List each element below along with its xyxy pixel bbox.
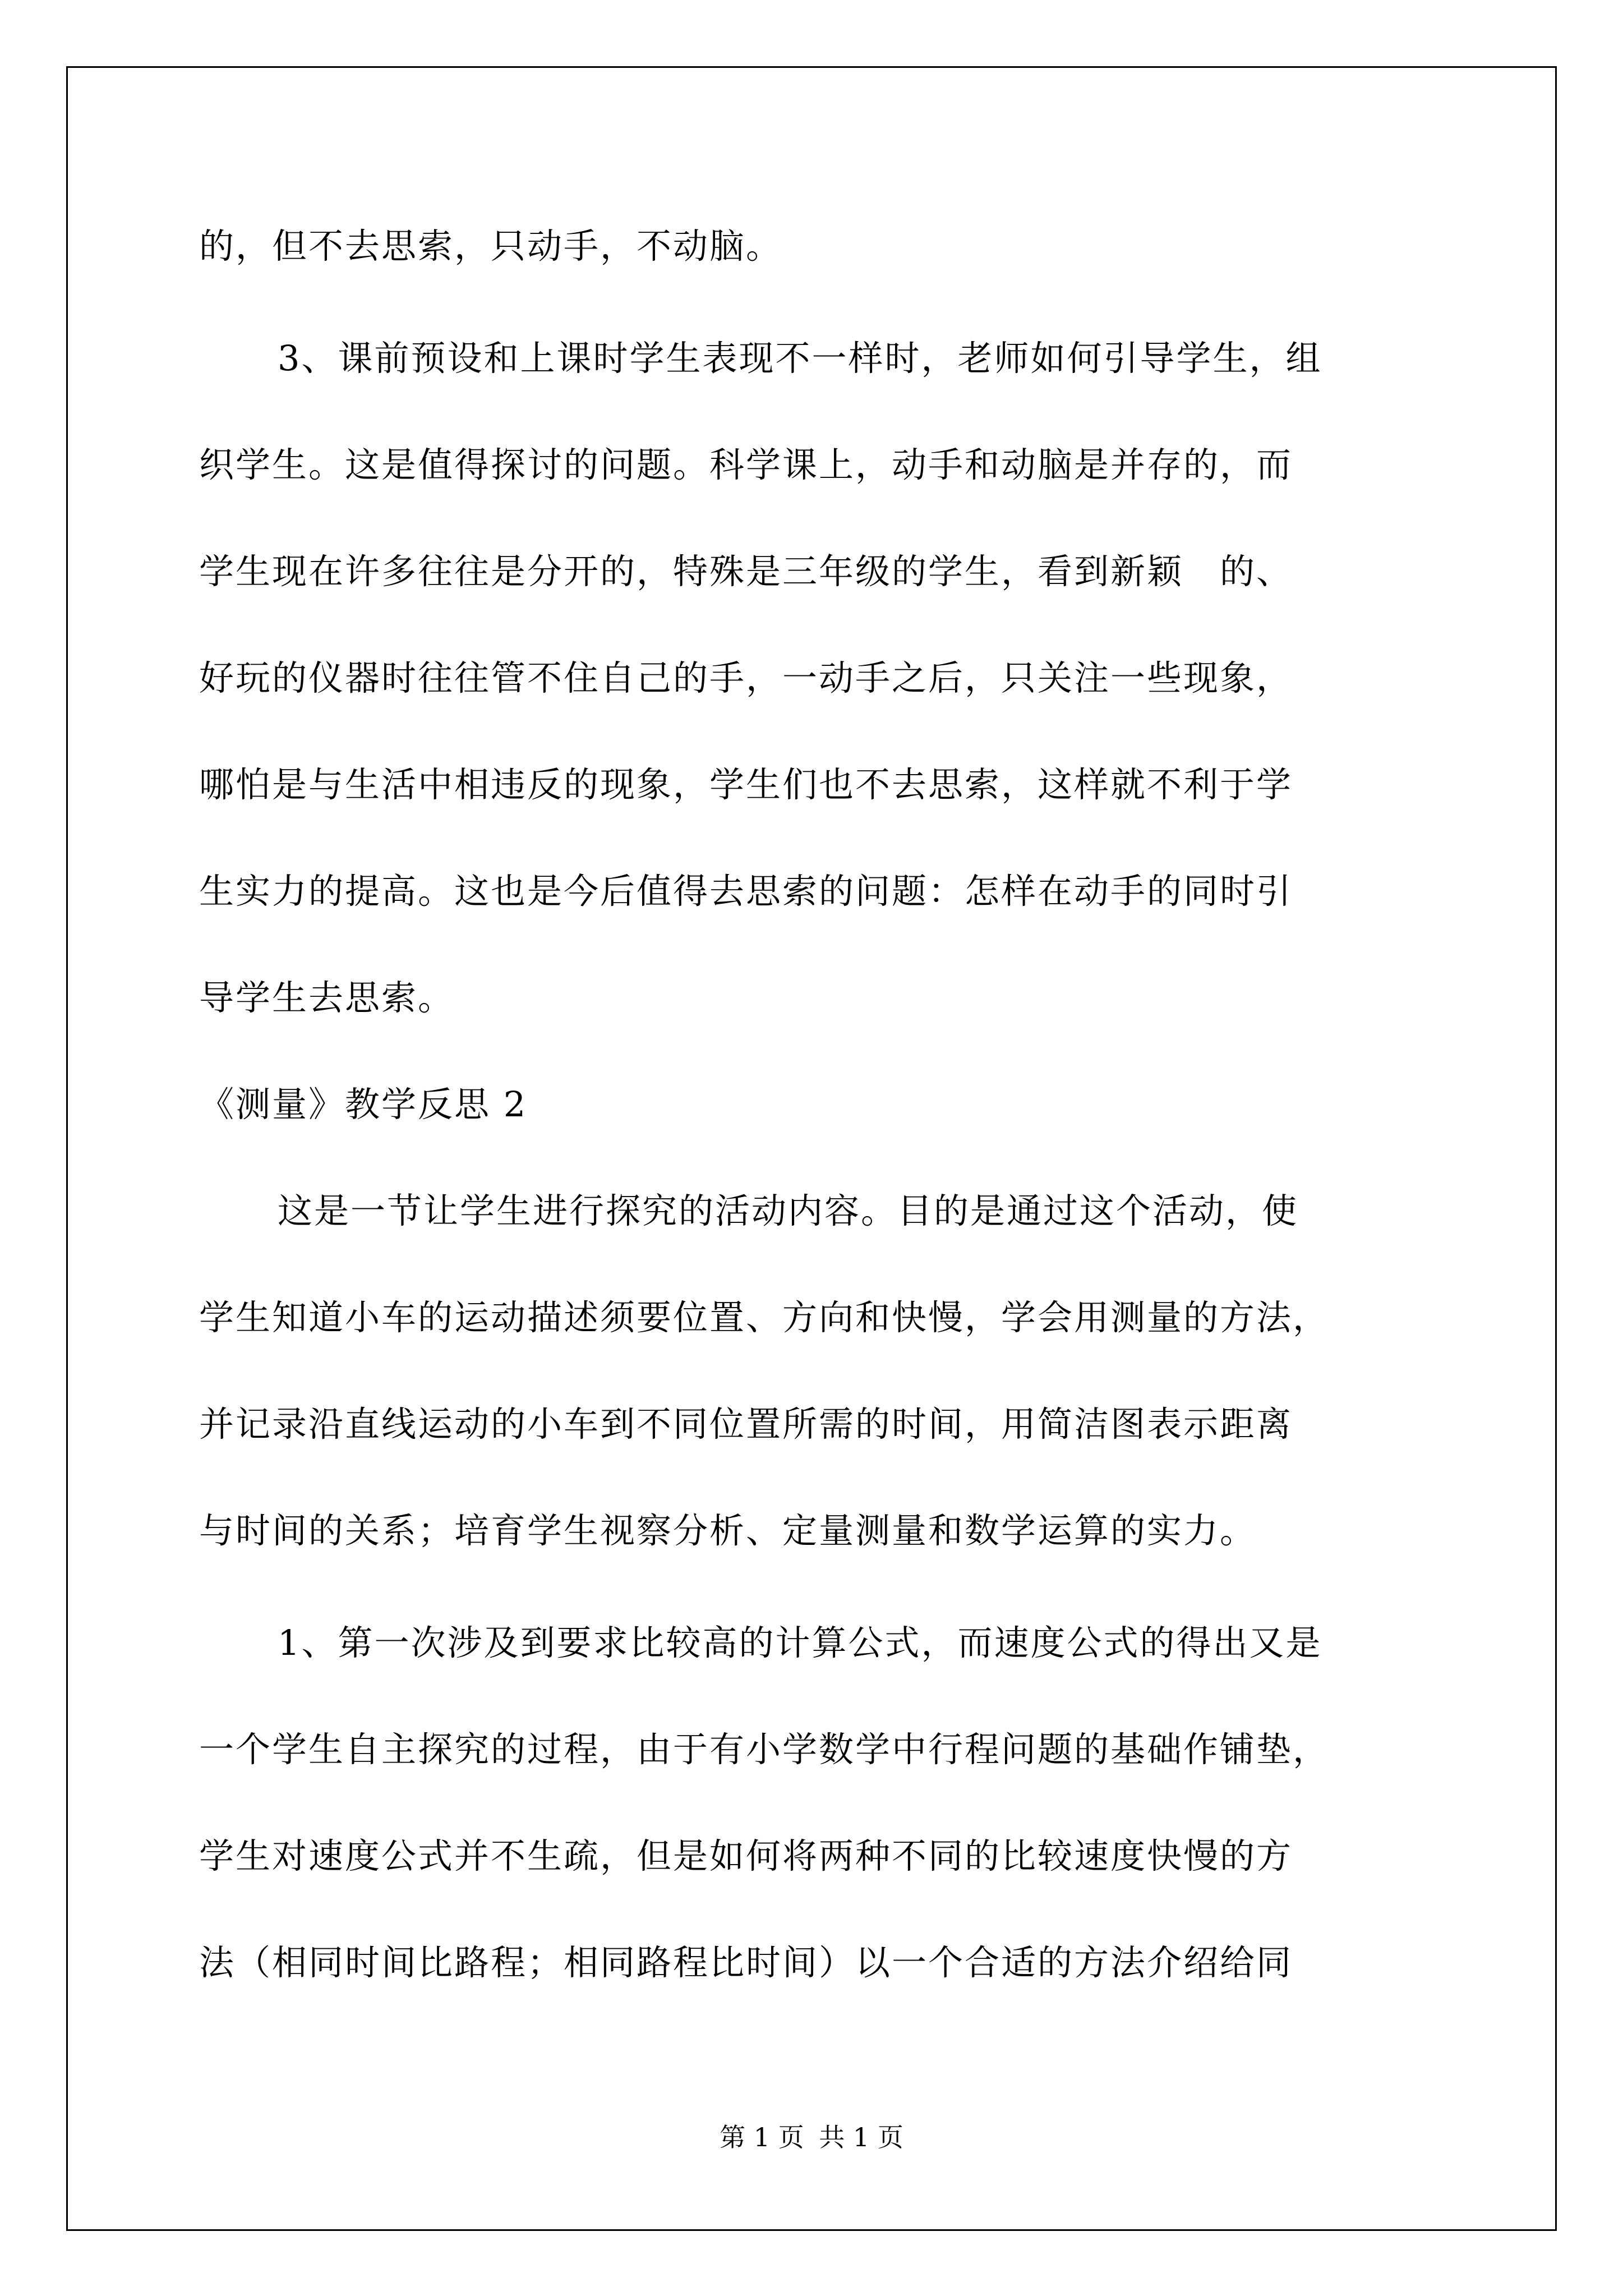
- page-total: 共 1 页: [819, 2122, 903, 2152]
- text-line: 学生知道小车的运动描述须要位置、方向和快慢，学会用测量的方法，: [199, 1297, 1330, 1338]
- text-line: 哪怕是与生活中相违反的现象，学生们也不去思索，这样就不利于学: [199, 764, 1293, 805]
- page-footer: [0, 2124, 1623, 2150]
- text-line: 生实力的提高。这也是今后值得去思索的问题：怎样在动手的同时引: [199, 871, 1293, 912]
- text-line: 好玩的仪器时往往管不住自己的手，一动手之后，只关注一些现象，: [199, 657, 1293, 698]
- text-line: 一个学生自主探究的过程，由于有小学数学中行程问题的基础作铺垫，: [199, 1729, 1330, 1770]
- text-line: 的，但不去思索，只动手，不动脑。: [199, 226, 783, 266]
- text-line: 法（相同时间比路程；相同路程比时间）以一个合适的方法介绍给同: [199, 1942, 1293, 1983]
- text-line: 学生对速度公式并不生疏，但是如何将两种不同的比较速度快慢的方: [199, 1835, 1293, 1876]
- text-line: 这是一节让学生进行探究的活动内容。目的是通过这个活动，使: [278, 1190, 1299, 1231]
- section-heading: 《测量》教学反思 2: [199, 1084, 528, 1125]
- page-border: [66, 66, 1557, 2231]
- text-line: 学生现在许多往往是分开的，特殊是三年级的学生，看到新颖 的、: [199, 551, 1293, 592]
- text-line: 3、课前预设和上课时学生表现不一样时，老师如何引导学生，组: [278, 338, 1322, 379]
- text-line: 与时间的关系；培育学生视察分析、定量测量和数学运算的实力。: [199, 1510, 1257, 1551]
- text-line: 并记录沿直线运动的小车到不同位置所需的时间，用简洁图表示距离: [199, 1404, 1293, 1444]
- text-line: 导学生去思索。: [199, 977, 455, 1018]
- text-line: 1、第一次涉及到要求比较高的计算公式，而速度公式的得出又是: [278, 1622, 1322, 1663]
- text-line: 织学生。这是值得探讨的问题。科学课上，动手和动脑是并存的，而: [199, 444, 1293, 485]
- page-number: 第 1 页: [720, 2122, 804, 2152]
